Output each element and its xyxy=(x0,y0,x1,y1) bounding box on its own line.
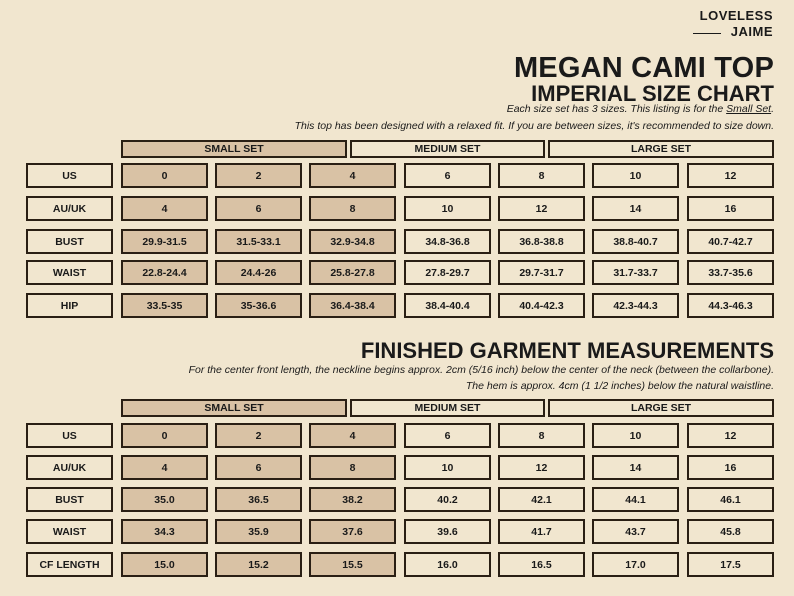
table-cell: 24.4-26 xyxy=(215,260,302,285)
table-cell: 17.5 xyxy=(687,552,774,577)
table-cell: 16.5 xyxy=(498,552,585,577)
table-cell: 4 xyxy=(309,423,396,448)
table-cell: 6 xyxy=(404,423,491,448)
size-set-note-suffix: . xyxy=(771,103,774,115)
table-cell: 36.8-38.8 xyxy=(498,229,585,254)
row-label-bust: BUST xyxy=(26,229,113,254)
table-cell: 6 xyxy=(215,196,302,221)
hem-note: The hem is approx. 4cm (1 1/2 inches) below the natural waistline. xyxy=(465,380,774,392)
table-cell: 15.2 xyxy=(215,552,302,577)
table-cell: 12 xyxy=(498,455,585,480)
table-cell: 8 xyxy=(309,455,396,480)
group-header-small-set: SMALL SET xyxy=(121,140,347,158)
table-cell: 33.7-35.6 xyxy=(687,260,774,285)
table-cell: 10 xyxy=(592,423,679,448)
table-cell: 44.1 xyxy=(592,487,679,512)
table-cell: 40.7-42.7 xyxy=(687,229,774,254)
section-title-finished-garment: FINISHED GARMENT MEASUREMENTS xyxy=(360,338,774,363)
table-cell: 42.3-44.3 xyxy=(592,293,679,318)
table-cell: 38.2 xyxy=(309,487,396,512)
table-cell: 4 xyxy=(121,455,208,480)
row-label-au-uk: AU/UK xyxy=(26,455,113,480)
table-cell: 8 xyxy=(309,196,396,221)
group-header-large-set: LARGE SET xyxy=(548,399,774,417)
row-label-waist: WAIST xyxy=(26,260,113,285)
table-cell: 12 xyxy=(687,423,774,448)
page-subtitle: IMPERIAL SIZE CHART xyxy=(531,81,774,106)
table-cell: 29.7-31.7 xyxy=(498,260,585,285)
table-cell: 25.8-27.8 xyxy=(309,260,396,285)
table-cell: 10 xyxy=(404,196,491,221)
row-label-us: US xyxy=(26,163,113,188)
table-cell: 42.1 xyxy=(498,487,585,512)
table-cell: 35-36.6 xyxy=(215,293,302,318)
table-cell: 22.8-24.4 xyxy=(121,260,208,285)
table-cell: 36.5 xyxy=(215,487,302,512)
table-cell: 31.5-33.1 xyxy=(215,229,302,254)
row-label-us: US xyxy=(26,423,113,448)
table-cell: 10 xyxy=(592,163,679,188)
table-cell: 2 xyxy=(215,163,302,188)
table-cell: 34.8-36.8 xyxy=(404,229,491,254)
row-label-hip: HIP xyxy=(26,293,113,318)
table-cell: 6 xyxy=(404,163,491,188)
table-cell: 29.9-31.5 xyxy=(121,229,208,254)
group-header-medium-set: MEDIUM SET xyxy=(350,399,545,417)
table-cell: 15.0 xyxy=(121,552,208,577)
table-cell: 2 xyxy=(215,423,302,448)
table-cell: 15.5 xyxy=(309,552,396,577)
table-cell: 38.4-40.4 xyxy=(404,293,491,318)
row-label-bust: BUST xyxy=(26,487,113,512)
table-cell: 37.6 xyxy=(309,519,396,544)
table-cell: 6 xyxy=(215,455,302,480)
table-cell: 38.8-40.7 xyxy=(592,229,679,254)
size-set-note-prefix: Each size set has 3 sizes. This listing is for the xyxy=(506,103,727,115)
table-cell: 41.7 xyxy=(498,519,585,544)
table-cell: 44.3-46.3 xyxy=(687,293,774,318)
small-set-link: Small Set xyxy=(726,103,772,115)
table-cell: 46.1 xyxy=(687,487,774,512)
table-cell: 32.9-34.8 xyxy=(309,229,396,254)
table-cell: 12 xyxy=(687,163,774,188)
table-cell: 40.4-42.3 xyxy=(498,293,585,318)
cf-length-note: For the center front length, the neckline begins approx. 2cm (5/16 inch) below the center of the neck (between the collarbone). xyxy=(188,364,774,376)
table-cell: 39.6 xyxy=(404,519,491,544)
table-cell: 34.3 xyxy=(121,519,208,544)
table-cell: 16 xyxy=(687,196,774,221)
row-label-au-uk: AU/UK xyxy=(26,196,113,221)
table-cell: 35.9 xyxy=(215,519,302,544)
table-cell: 4 xyxy=(121,196,208,221)
group-header-medium-set: MEDIUM SET xyxy=(350,140,545,158)
table-cell: 4 xyxy=(309,163,396,188)
table-cell: 14 xyxy=(592,196,679,221)
table-cell: 17.0 xyxy=(592,552,679,577)
group-header-large-set: LARGE SET xyxy=(548,140,774,158)
table-cell: 0 xyxy=(121,423,208,448)
table-cell: 8 xyxy=(498,163,585,188)
table-cell: 27.8-29.7 xyxy=(404,260,491,285)
table-cell: 40.2 xyxy=(404,487,491,512)
table-cell: 10 xyxy=(404,455,491,480)
table-cell: 14 xyxy=(592,455,679,480)
table-cell: 8 xyxy=(498,423,585,448)
brand-logo xyxy=(693,8,773,40)
fit-note: This top has been designed with a relaxed fit. If you are between sizes, it's recommended to size down. xyxy=(294,120,774,132)
size-set-note xyxy=(507,103,774,115)
table-cell: 33.5-35 xyxy=(121,293,208,318)
brand-line-2: JAIME xyxy=(693,24,773,40)
table-cell: 12 xyxy=(498,196,585,221)
table-cell: 36.4-38.4 xyxy=(309,293,396,318)
group-header-small-set: SMALL SET xyxy=(121,399,347,417)
row-label-waist: WAIST xyxy=(26,519,113,544)
table-cell: 16 xyxy=(687,455,774,480)
brand-line-1: LOVELESS xyxy=(699,8,773,23)
table-cell: 35.0 xyxy=(121,487,208,512)
table-cell: 0 xyxy=(121,163,208,188)
table-cell: 16.0 xyxy=(404,552,491,577)
table-cell: 31.7-33.7 xyxy=(592,260,679,285)
table-cell: 43.7 xyxy=(592,519,679,544)
table-cell: 45.8 xyxy=(687,519,774,544)
page-title: MEGAN CAMI TOP xyxy=(513,52,774,84)
row-label-cf-length: CF LENGTH xyxy=(26,552,113,577)
